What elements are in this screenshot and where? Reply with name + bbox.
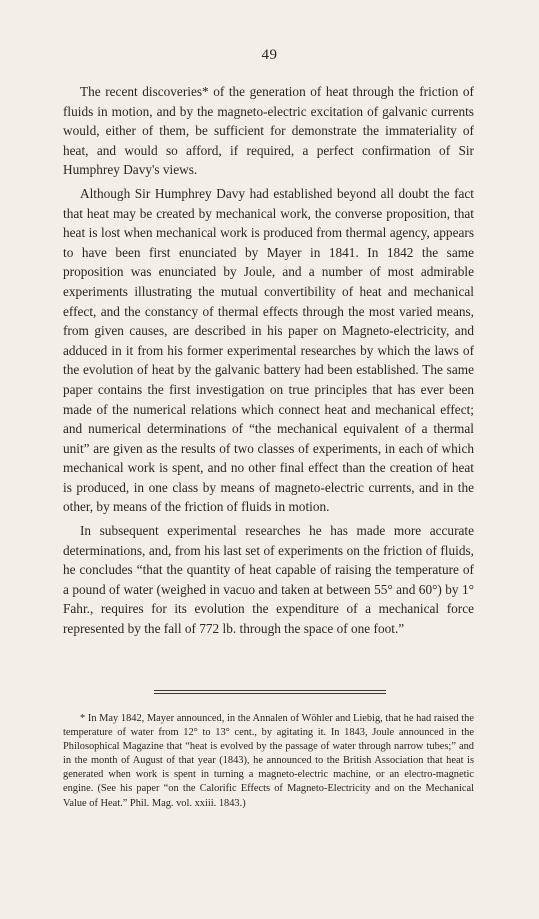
footnote-text: * In May 1842, Mayer announced, in the Annalen of Wöhler and Liebig, that he had raised the temperature of water from 12° to 13° cent., by agitating it. In 1843, Joule announced in the Philosophical Magazine that “heat is evolved by the passage of water through narrow tubes;” and in the month of August of that year (1843), he announced to the British Association that heat is generated when work is spent in turning a magneto-electric machine, or an electro-magnetic engine. (See his paper “on the Calorific Effects of Magneto-Electricity and on the Mechanical Value of Heat.” Phil. Mag. vol. xxiii. 1843.) <box>63 713 474 809</box>
footnote <box>63 712 474 811</box>
paragraph-3: In subsequent experimental researches he has made more accurate determinations, and, from his last set of experiments on the friction of fluids, he concludes “that the quantity of heat capable of raising the temperature of a pound of water (weighed in vacuo and taken at between 55° and 60°) by 1° Fahr., requires for its evolution the expenditure of a mechanical force represented by the fall of 772 lb. through the space of one foot.” <box>63 523 474 637</box>
page-number: 49 <box>261 47 278 63</box>
paragraph-1: The recent discoveries* of the generation of heat through the friction of fluids in motion, and by the magneto-electric excitation of galvanic currents would, either of them, be sufficient for demonstrate the immateriality of heat, and would so afford, if required, a perfect confirmation of Sir Humphrey Davy's views. <box>63 84 474 178</box>
main-text <box>63 82 474 643</box>
paragraph-2: Although Sir Humphrey Davy had established beyond all doubt the fact that heat may be created by mechanical work, the converse proposition, that heat is lost when mechanical work is produced from thermal agency, appears to have been first enunciated by Mayer in 1841. In 1842 the same proposition was enunciated by Joule, and a number of most admirable experiments illustrating the mutual convertibility of heat and mechanical effect, and the constancy of thermal effects through the most varied means, from given causes, are described in his paper on Magneto-electricity, and adduced in it from his former experimental researches by which the laws of the evolution of heat by the galvanic battery had been established. The same paper contains the first investigation on true principles that has ever been made of the numerical relations which connect heat and mechanical effect; and numerical determinations of “the mechanical equivalent of a thermal unit” are given as the results of two classes of experiments, in each of which mechanical work is spent, and no other final effect than the creation of heat is produced, in one class by means of magneto-electric currents, and in the other, by means of the friction of fluids in motion. <box>63 185 474 515</box>
separator-rule-thin <box>0 681 539 699</box>
